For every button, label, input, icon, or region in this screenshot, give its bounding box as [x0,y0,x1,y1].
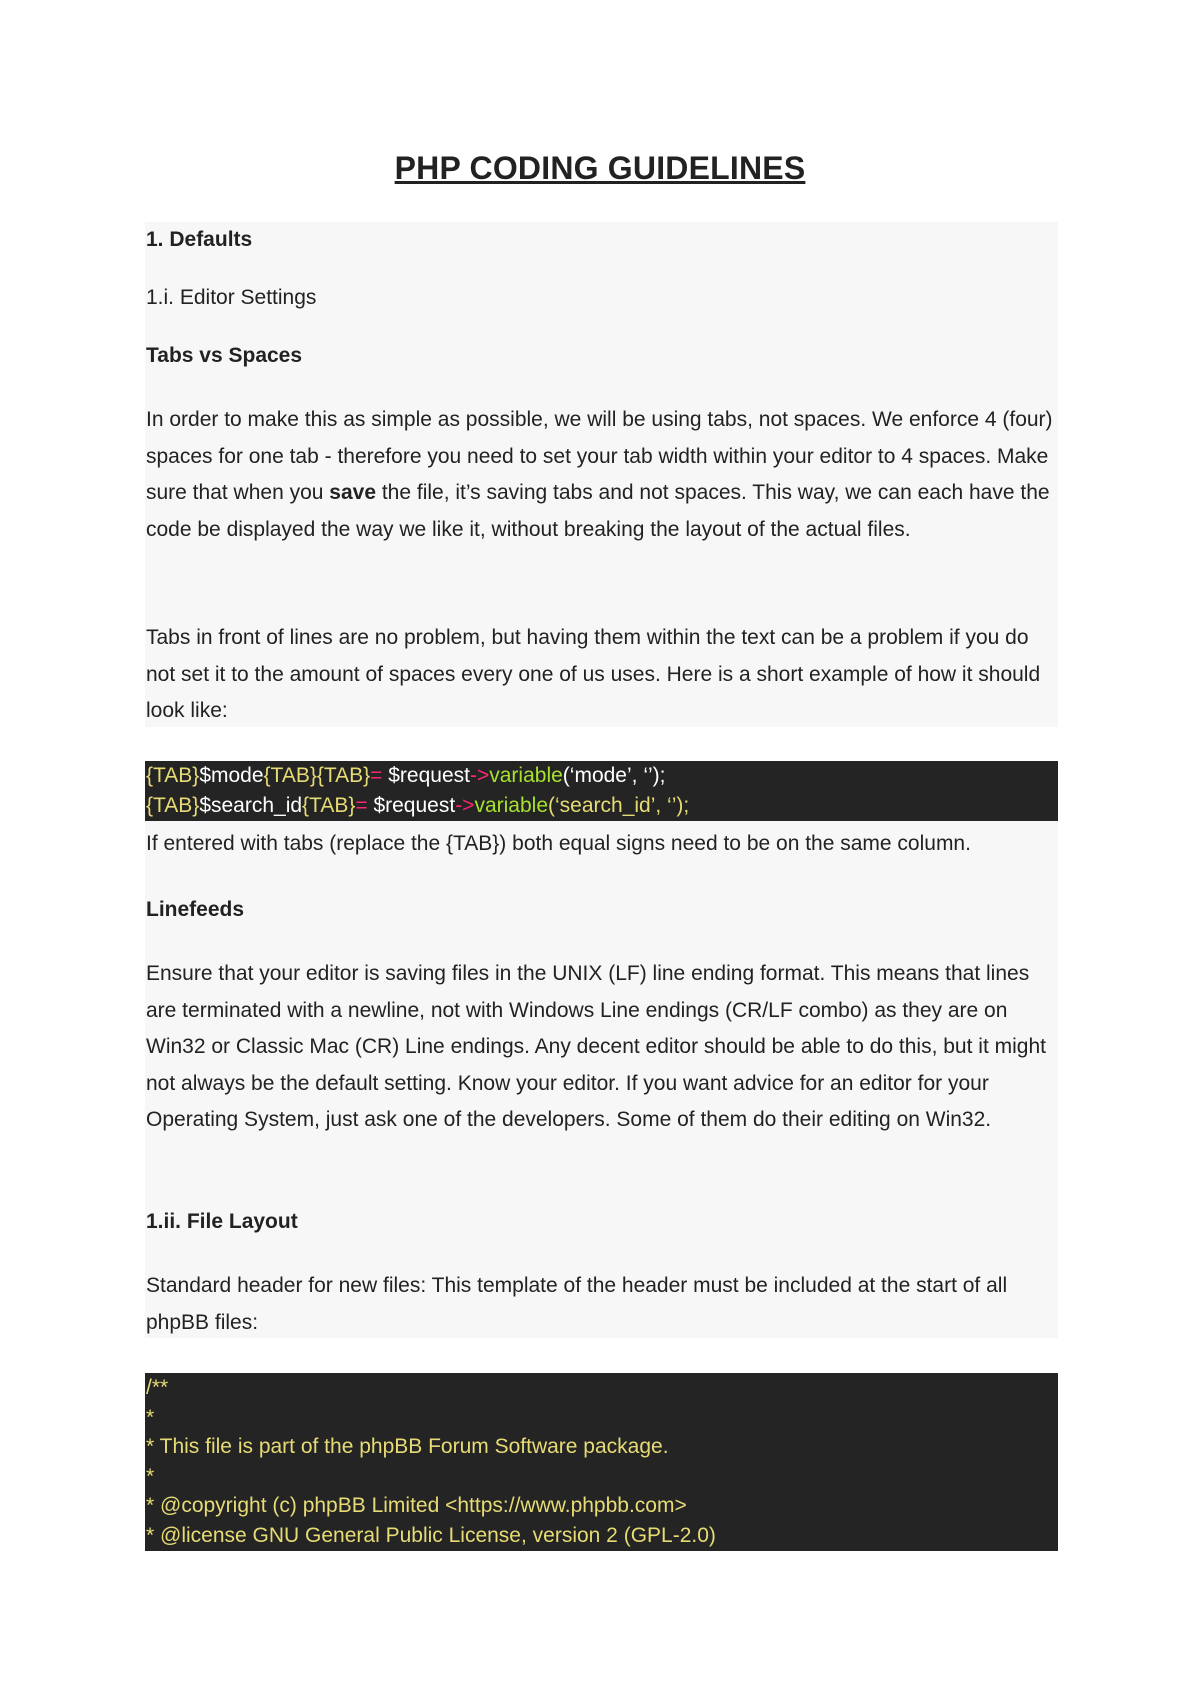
code-token: $search_id [199,794,303,817]
code-token: $request [382,764,470,787]
code-token: -> [469,764,490,787]
heading-linefeeds: Linefeeds [146,898,245,921]
note-after-code: If entered with tabs (replace the {TAB}) both equal signs need to be on the same column. [146,832,971,855]
paragraph-text: the file, it’s saving tabs and not spaces. This way, we can each have the code be displayed the way we like it, without breaking the layout of the actual files. [146,481,1050,541]
code-line [146,761,1057,791]
paragraph-tabs-vs-spaces [146,402,1056,548]
section-heading-defaults: 1. Defaults [146,228,253,251]
code-token: $request [367,794,456,817]
header-template-code-block [145,1373,1058,1551]
code-line: * @copyright (c) phpBB Limited <https://www.phpbb.com> [146,1494,687,1518]
code-token: $mode [199,764,264,787]
code-token: = [355,794,368,817]
bold-save: save [329,481,376,504]
paragraph-tabs-in-front: Tabs in front of lines are no problem, but having them within the text can be a problem if you do not set it to the amount of spaces every one of us uses. Here is a short example of how it should look like: [146,626,1041,722]
code-line: * This file is part of the phpBB Forum Software package. [146,1435,669,1459]
heading-tabs-vs-spaces: Tabs vs Spaces [146,344,303,367]
code-token: {TAB} [263,764,317,787]
code-token: (‘search_id’, ‘’); [548,794,690,817]
code-token: variable [474,794,548,817]
code-token: = [370,764,383,787]
code-token: -> [455,794,475,817]
subsection-heading-file-layout: 1.ii. File Layout [146,1210,298,1233]
page-title: PHP CODING GUIDELINES [394,150,806,186]
subsection-heading-editor-settings: 1.i. Editor Settings [146,286,317,309]
code-line [146,791,1057,821]
code-token: {TAB} [316,764,371,787]
paragraph-text: In order to make this as simple as possible, we will be using tabs, not spaces. We enforce 4 (four) spaces for one tab - therefore you need to set your tab width within your editor to 4 spaces. Make sure that when you [146,408,1053,504]
code-line: * [146,1405,155,1429]
code-token: (‘mode’, ‘’); [562,764,666,787]
code-example-block [145,761,1058,821]
code-token: {TAB} [146,764,200,787]
code-token: {TAB} [146,794,200,817]
paragraph-linefeeds: Ensure that your editor is saving files in the UNIX (LF) line ending format. This means that lines are terminated with a newline, not with Windows Line endings (CR/LF combo) as they are on Win32 or Classic Mac (CR) Line endings. Any decent editor should be able to do this, but it might not always be the default setting. Know your editor. If you want advice for an editor for your Operating System, just ask one of the developers. Some of them do their editing on Win32. [146,962,1046,1131]
code-token: {TAB} [302,794,356,817]
paragraph-file-layout: Standard header for new files: This template of the header must be included at the start of all phpBB files: [146,1274,1008,1334]
code-token: variable [489,764,563,787]
code-line: * @license GNU General Public License, version 2 (GPL-2.0) [146,1523,716,1547]
code-line: * [146,1464,155,1488]
code-line: /** [146,1376,169,1399]
